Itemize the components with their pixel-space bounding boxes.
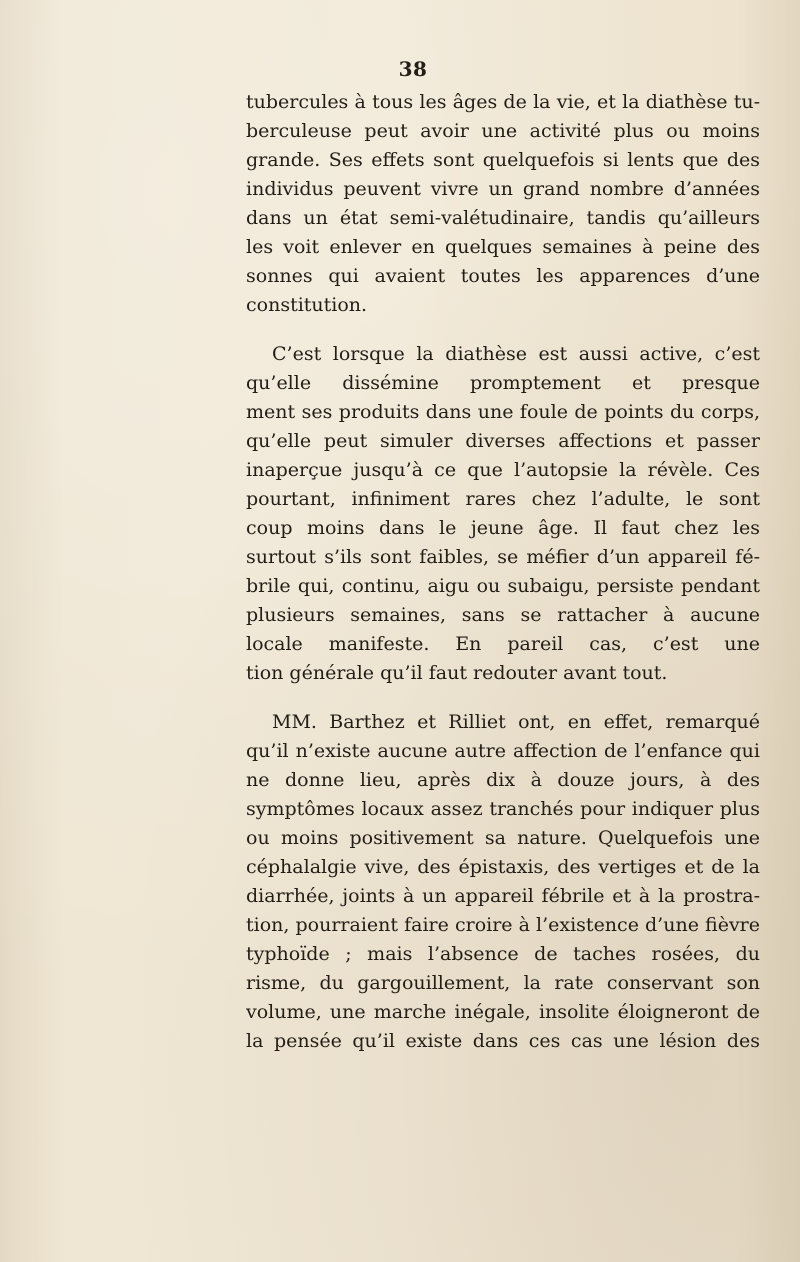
text-line: sonnes qui avaient toutes les apparences d’une xyxy=(246,265,760,287)
text-line: MM. Barthez et Rilliet ont, en effet, remarqué xyxy=(272,711,760,733)
text-line: risme, du gargouillement, la rate conservant son xyxy=(246,972,760,994)
text-line: brile qui, continu, aigu ou subaigu, persiste pendant xyxy=(246,575,760,597)
text-line: tubercules à tous les âges de la vie, et la diathèse tu- xyxy=(246,91,760,113)
text-line: tion générale qu’il faut redouter avant tout. xyxy=(246,662,668,684)
text-line: typhoïde ; mais l’absence de taches rosées, du xyxy=(246,943,760,965)
text-line: berculeuse peut avoir une activité plus ou moins xyxy=(246,120,760,142)
body-text xyxy=(246,88,760,1056)
text-line: la pensée qu’il existe dans ces cas une lésion des xyxy=(246,1030,760,1052)
text-line: locale manifeste. En pareil cas, c’est une xyxy=(246,633,760,655)
text-line: tion, pourraient faire croire à l’existence d’une fièvre xyxy=(246,914,760,936)
text-line: céphalalgie vive, des épistaxis, des vertiges et de la xyxy=(246,856,760,878)
text-line: constitution. xyxy=(246,294,368,316)
text-line: surtout s’ils sont faibles, se méfier d’un appareil fé- xyxy=(246,546,760,568)
text-line: diarrhée, joints à un appareil fébrile et à la prostra- xyxy=(246,885,760,907)
text-line: pourtant, infiniment rares chez l’adulte, le sont xyxy=(246,488,760,510)
paragraph-1 xyxy=(246,88,760,320)
text-line: volume, une marche inégale, insolite éloigneront de xyxy=(246,1001,760,1023)
text-line: individus peuvent vivre un grand nombre d’années xyxy=(246,178,760,200)
page-number: 38 xyxy=(398,57,428,81)
paragraph-2 xyxy=(246,340,760,688)
text-line: coup moins dans le jeune âge. Il faut chez les xyxy=(246,517,760,539)
text-line: qu’il n’existe aucune autre affection de l’enfance qui xyxy=(246,740,760,762)
text-line: C’est lorsque la diathèse est aussi active, c’est xyxy=(272,343,760,365)
text-line: les voit enlever en quelques semaines à peine des xyxy=(246,236,760,258)
text-line: symptômes locaux assez tranchés pour indiquer plus xyxy=(246,798,760,820)
text-line: dans un état semi-valétudinaire, tandis qu’ailleurs xyxy=(246,207,760,229)
paragraph-3 xyxy=(246,708,760,1056)
text-line: ment ses produits dans une foule de points du corps, xyxy=(246,401,760,423)
text-line: plusieurs semaines, sans se rattacher à aucune xyxy=(246,604,760,626)
text-line: ne donne lieu, après dix à douze jours, à des xyxy=(246,769,760,791)
text-line: ou moins positivement sa nature. Quelquefois une xyxy=(246,827,760,849)
text-line: inaperçue jusqu’à ce que l’autopsie la révèle. Ces xyxy=(246,459,760,481)
text-line: grande. Ses effets sont quelquefois si lents que des xyxy=(246,149,760,171)
text-line: qu’elle peut simuler diverses affections et passer xyxy=(246,430,760,452)
text-line: qu’elle dissémine promptement et presque xyxy=(246,372,760,394)
